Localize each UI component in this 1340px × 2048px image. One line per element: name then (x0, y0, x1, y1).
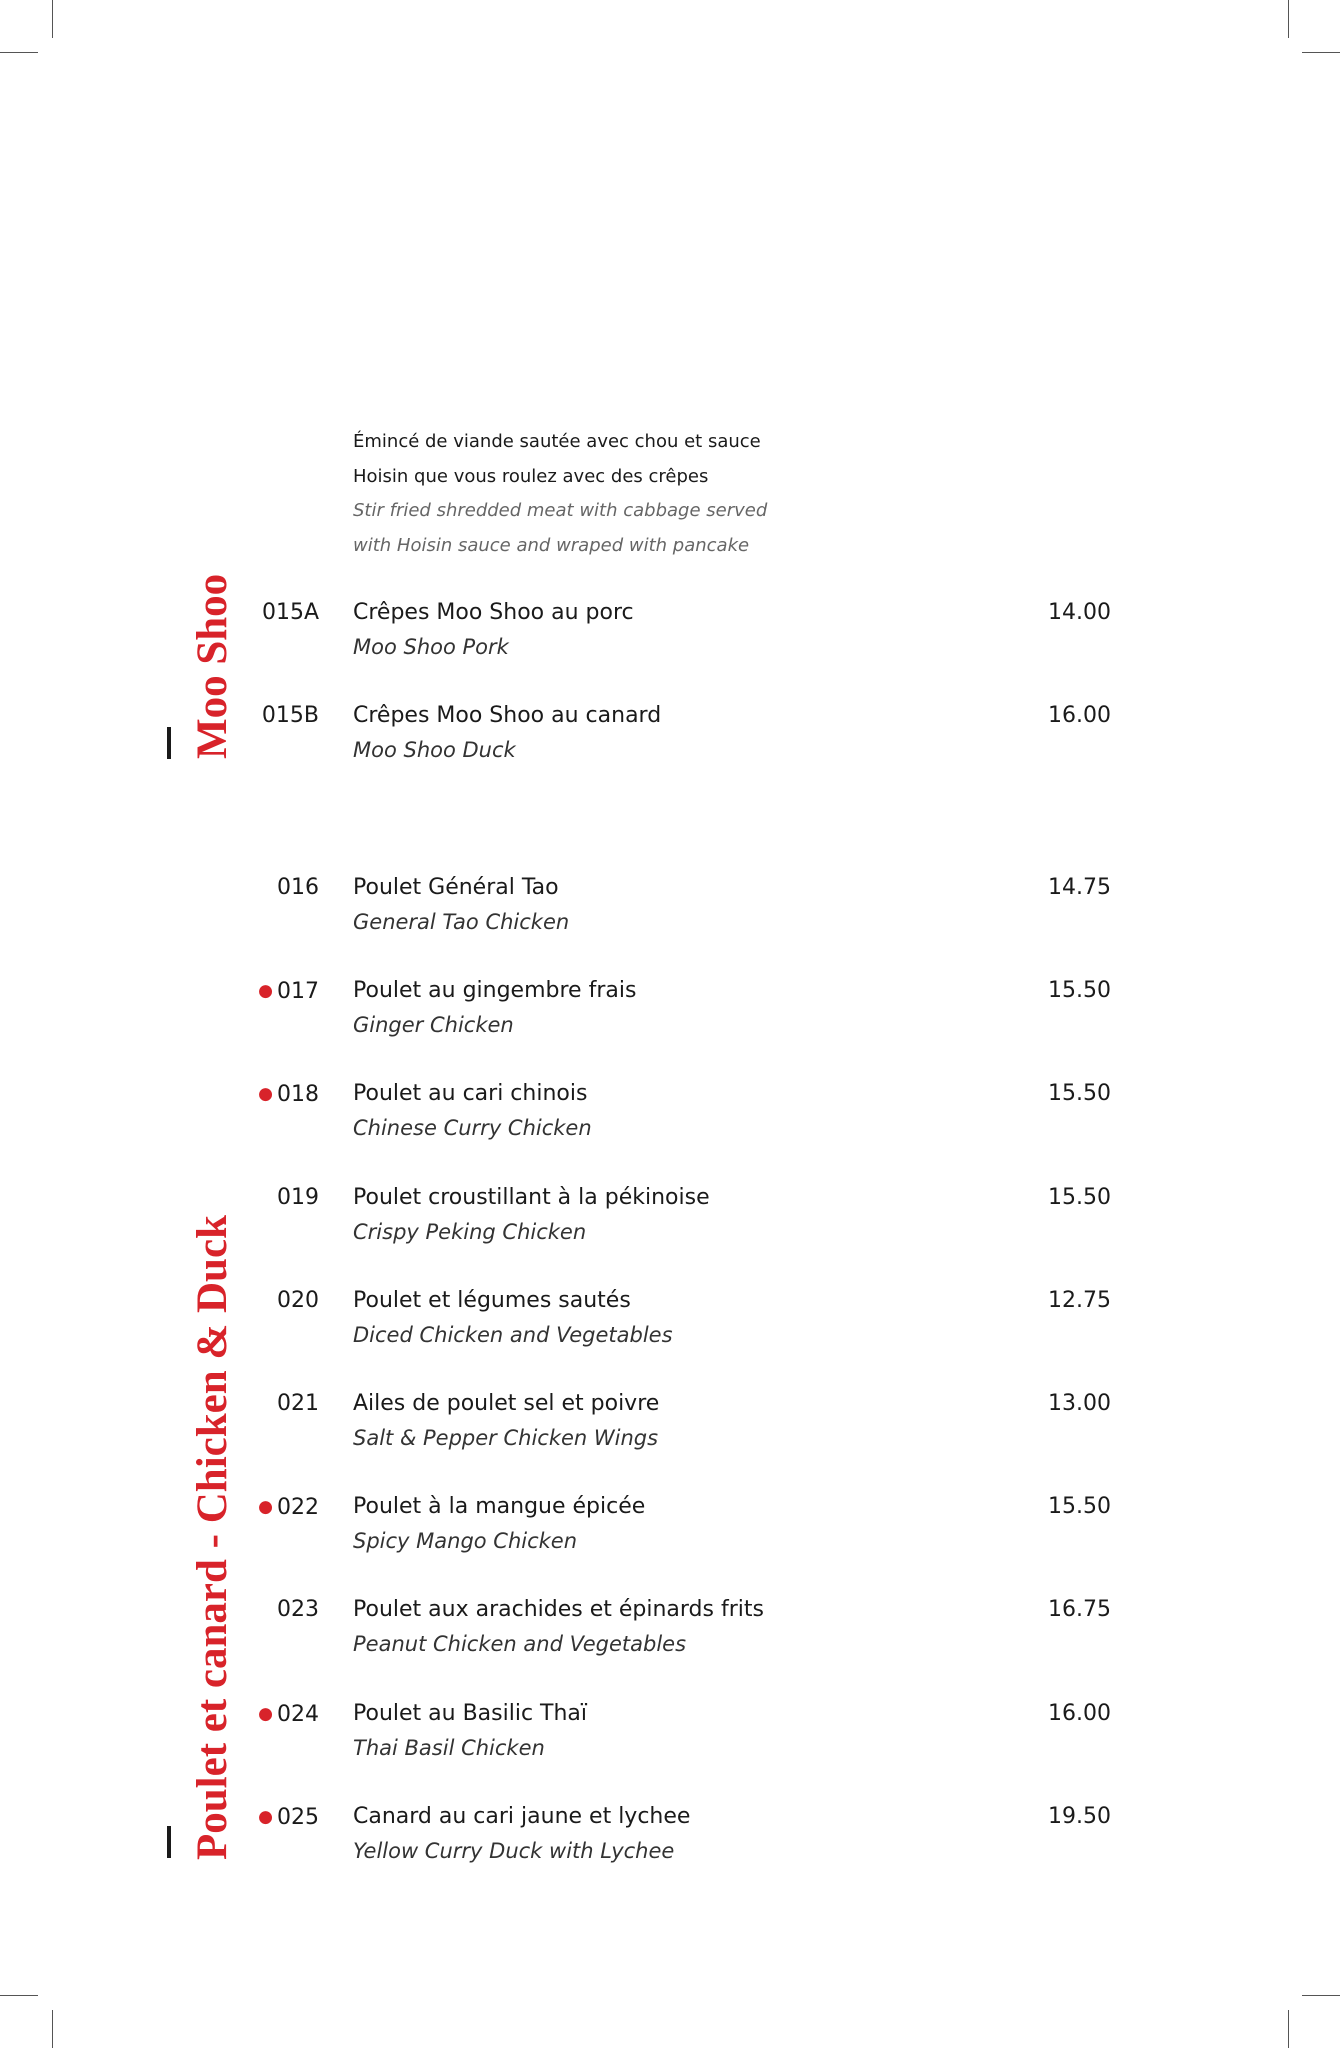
item-name-fr: Canard au cari jaune et lychee (353, 1803, 691, 1829)
item-code (277, 871, 319, 905)
item-name-fr: Crêpes Moo Shoo au canard (353, 703, 662, 728)
item-name-en: Thai Basil Chicken (353, 1735, 545, 1760)
item-code-text: 023 (277, 1597, 319, 1623)
item-price: 19.50 (1048, 1803, 1111, 1829)
menu-item (0, 1490, 1340, 1560)
item-name-en: Chinese Curry Chicken (353, 1116, 592, 1141)
menu-item (0, 1387, 1340, 1457)
menu-item (0, 596, 1340, 666)
item-code (258, 974, 319, 1009)
item-code-text: 025 (277, 1804, 319, 1830)
item-name-fr: Poulet et légumes sautés (353, 1287, 631, 1313)
item-name-fr: Poulet au cari chinois (353, 1081, 588, 1107)
section-intro (353, 425, 767, 563)
intro-fr-line: Émincé de viande sautée avec chou et sauce (353, 431, 761, 452)
item-price: 13.00 (1048, 1391, 1111, 1416)
menu-item (0, 1284, 1340, 1354)
item-name-fr: Poulet au Basilic Thaï (353, 1700, 588, 1726)
section-title-moo-shoo: Moo Shoo (189, 573, 236, 759)
crop-mark (1302, 52, 1340, 53)
menu-item (0, 1181, 1340, 1251)
item-price: 15.50 (1048, 978, 1111, 1004)
item-code-text: 022 (277, 1495, 319, 1521)
item-code (277, 1593, 319, 1627)
item-code (277, 1387, 319, 1421)
item-name-fr: Ailes de poulet sel et poivre (353, 1391, 660, 1416)
item-code (277, 1181, 319, 1215)
crop-mark (52, 2010, 53, 2048)
spicy-icon: ● (258, 1806, 273, 1827)
item-name-en: Spicy Mango Chicken (353, 1529, 578, 1554)
item-price: 16.75 (1048, 1597, 1111, 1623)
spicy-icon: ● (258, 1703, 273, 1724)
item-code (258, 1490, 319, 1525)
crop-mark (0, 1995, 38, 1996)
menu-item (0, 1593, 1340, 1663)
menu-item (0, 1077, 1340, 1147)
item-name-fr: Poulet au gingembre frais (353, 978, 637, 1004)
item-code (262, 699, 319, 733)
menu-item (0, 1697, 1340, 1767)
crop-mark (52, 0, 53, 38)
item-code-text: 015B (261, 703, 319, 728)
intro-en-line: Stir fried shredded meat with cabbage served (353, 500, 768, 521)
crop-mark (1302, 1995, 1340, 1996)
item-code-text: 016 (277, 875, 319, 900)
item-price: 15.50 (1048, 1494, 1111, 1520)
item-name-en: Peanut Chicken and Vegetables (353, 1632, 687, 1657)
item-code-text: 018 (277, 1082, 319, 1108)
section-title-chicken-duck: Poulet et canard - Chicken & Duck (189, 1215, 236, 1860)
item-name-en: Moo Shoo Pork (353, 635, 509, 659)
item-name-en: Salt & Pepper Chicken Wings (353, 1426, 659, 1450)
crop-mark (1288, 2010, 1289, 2048)
item-name-fr: Poulet à la mangue épicée (353, 1494, 646, 1520)
item-price: 16.00 (1048, 703, 1111, 728)
item-price: 16.00 (1048, 1700, 1111, 1726)
item-code (258, 1800, 319, 1835)
menu-item (0, 974, 1340, 1044)
item-code-text: 017 (277, 979, 319, 1005)
item-name-en: Moo Shoo Duck (353, 738, 516, 762)
item-code (277, 1284, 319, 1318)
spicy-icon: ● (258, 1497, 273, 1518)
item-price: 15.50 (1048, 1184, 1111, 1210)
crop-mark (1288, 0, 1289, 38)
item-name-fr: Poulet aux arachides et épinards frits (353, 1597, 764, 1623)
intro-fr-line: Hoisin que vous roulez avec des crêpes (353, 465, 709, 487)
item-name-fr: Poulet croustillant à la pékinoise (353, 1184, 710, 1210)
spicy-icon: ● (258, 1084, 273, 1105)
intro-en-line: with Hoisin sauce and wraped with pancake (353, 534, 750, 556)
item-price: 15.50 (1048, 1081, 1111, 1107)
item-code-text: 024 (277, 1701, 319, 1727)
item-name-fr: Poulet Général Tao (353, 875, 559, 900)
item-price: 12.75 (1048, 1287, 1111, 1313)
item-name-en: Ginger Chicken (353, 1013, 514, 1038)
menu-item (0, 871, 1340, 941)
item-name-en: Diced Chicken and Vegetables (353, 1322, 673, 1347)
item-name-fr: Crêpes Moo Shoo au porc (353, 600, 634, 625)
item-price: 14.00 (1048, 600, 1111, 625)
crop-mark (0, 52, 38, 53)
item-price: 14.75 (1048, 875, 1111, 900)
item-code (258, 1697, 319, 1732)
item-name-en: General Tao Chicken (353, 910, 570, 934)
item-code-text: 019 (277, 1184, 319, 1210)
item-code-text: 020 (277, 1287, 319, 1313)
item-code (258, 1077, 319, 1112)
menu-item (0, 699, 1340, 769)
item-name-en: Crispy Peking Chicken (353, 1219, 587, 1244)
spicy-icon: ● (258, 981, 273, 1002)
item-code-text: 015A (261, 600, 319, 625)
item-code (262, 596, 319, 630)
menu-item (0, 1800, 1340, 1870)
item-code-text: 021 (277, 1391, 319, 1416)
item-name-en: Yellow Curry Duck with Lychee (353, 1838, 675, 1863)
